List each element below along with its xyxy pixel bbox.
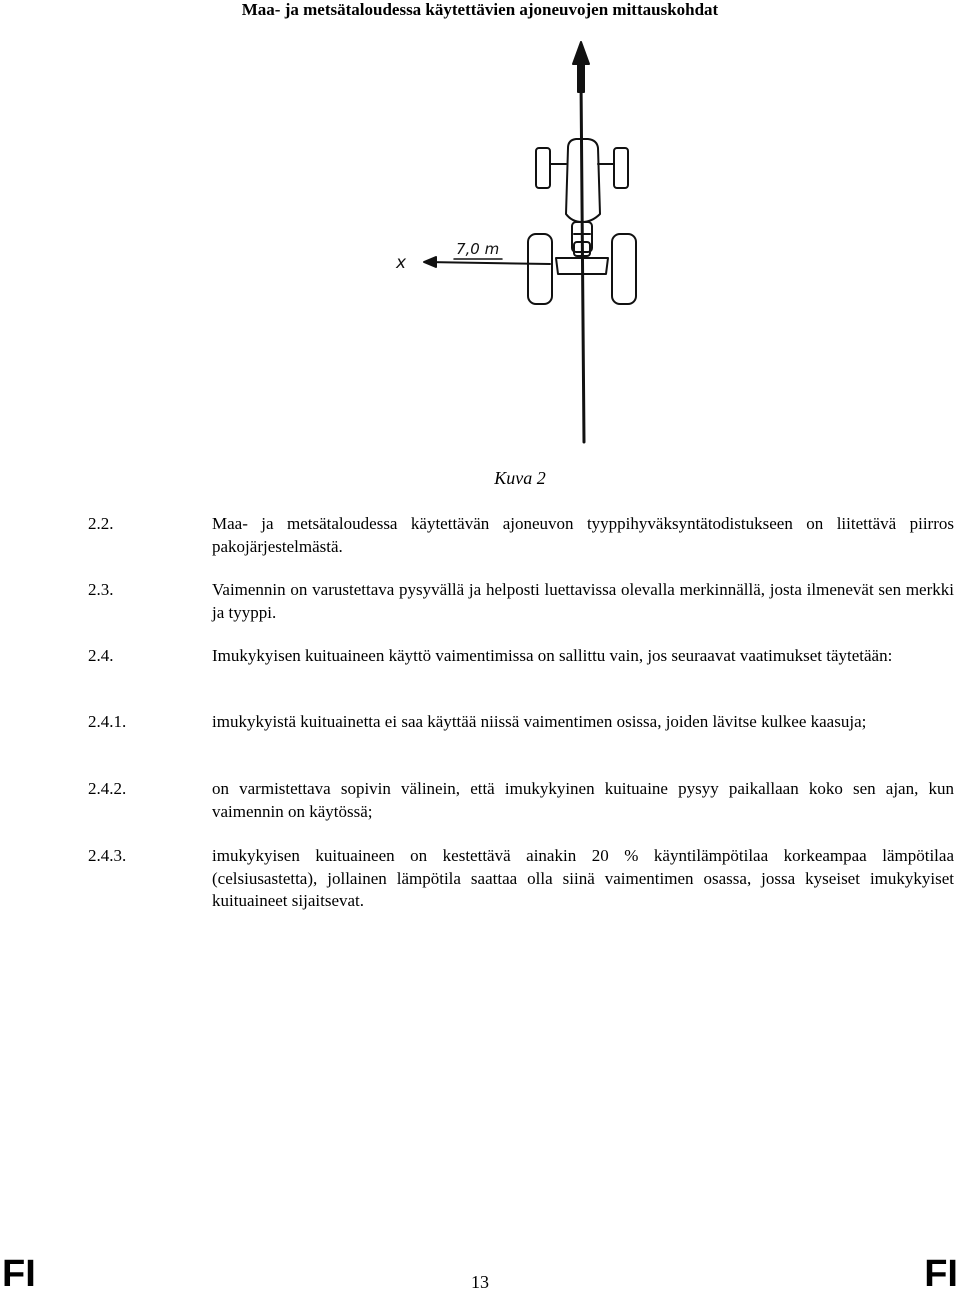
front-left-wheel: [536, 148, 550, 188]
footer-language-left: FI: [2, 1253, 36, 1295]
tractor-measurement-diagram: [370, 36, 650, 448]
footer-language-right: FI: [924, 1253, 958, 1295]
paragraph-2-4-3: [88, 845, 954, 913]
distance-label: 7,0 m: [456, 240, 500, 258]
rear-left-wheel: [528, 234, 552, 304]
distance-line: [426, 262, 550, 264]
paragraph-text: Imukykyisen kuituaineen käyttö vaimentimissa on sallittu vain, jos seuraavat vaatimukset täytetään:: [212, 646, 893, 665]
paragraph-text: imukykyistä kuituainetta ei saa käyttää niissä vaimentimen osissa, joiden lävitse kulkee kaasuja;: [212, 712, 867, 731]
front-right-wheel: [614, 148, 628, 188]
paragraph-number: 2.4.2.: [88, 779, 127, 798]
paragraph-number: 2.3.: [88, 580, 114, 599]
paragraph-2-4: [88, 645, 954, 668]
rear-right-wheel: [612, 234, 636, 304]
direction-arrow-icon: [573, 42, 589, 64]
paragraph-text: on varmistettava sopivin välinein, että imukykyinen kuituaine pysyy paikallaan koko sen ajan, kun vaimennin on käytössä;: [212, 779, 954, 821]
paragraph-text: Maa- ja metsätaloudessa käytettävän ajoneuvon tyyppihyväksyntätodistukseen on liitettävä piirros pakojärjestelmästä.: [212, 514, 954, 556]
center-line: [581, 80, 584, 442]
paragraph-number: 2.4.1.: [88, 712, 127, 731]
paragraph-number: 2.4.3.: [88, 846, 127, 865]
paragraph-text: Vaimennin on varustettava pysyvällä ja helposti luettavissa olevalla merkinnällä, josta ilmenevät sen merkki ja tyyppi.: [212, 580, 954, 622]
paragraph-2-4-1: [88, 711, 954, 734]
paragraph-number: 2.2.: [88, 514, 114, 533]
paragraph-2-2: [88, 513, 954, 558]
paragraph-number: 2.4.: [88, 646, 114, 665]
point-x-label: x: [396, 253, 407, 273]
paragraph-text: imukykyisen kuituaineen on kestettävä ainakin 20 % käyntilämpötilaa korkeampaa lämpötilaa (celsiusastetta), jollainen lämpötila saattaa olla siinä vaimentimen osassa, jossa kyseiset imukykyiset kuituaineet sijaitsevat.: [212, 846, 954, 910]
page-title: Maa- ja metsätaloudessa käytettävien ajoneuvojen mittauskohdat: [241, 0, 719, 19]
page-number: 13: [471, 1272, 489, 1292]
paragraph-2-4-2: [88, 778, 954, 823]
left-arrow-icon: [424, 257, 436, 267]
paragraph-2-3: [88, 579, 954, 624]
figure-caption: Kuva 2: [494, 468, 546, 488]
